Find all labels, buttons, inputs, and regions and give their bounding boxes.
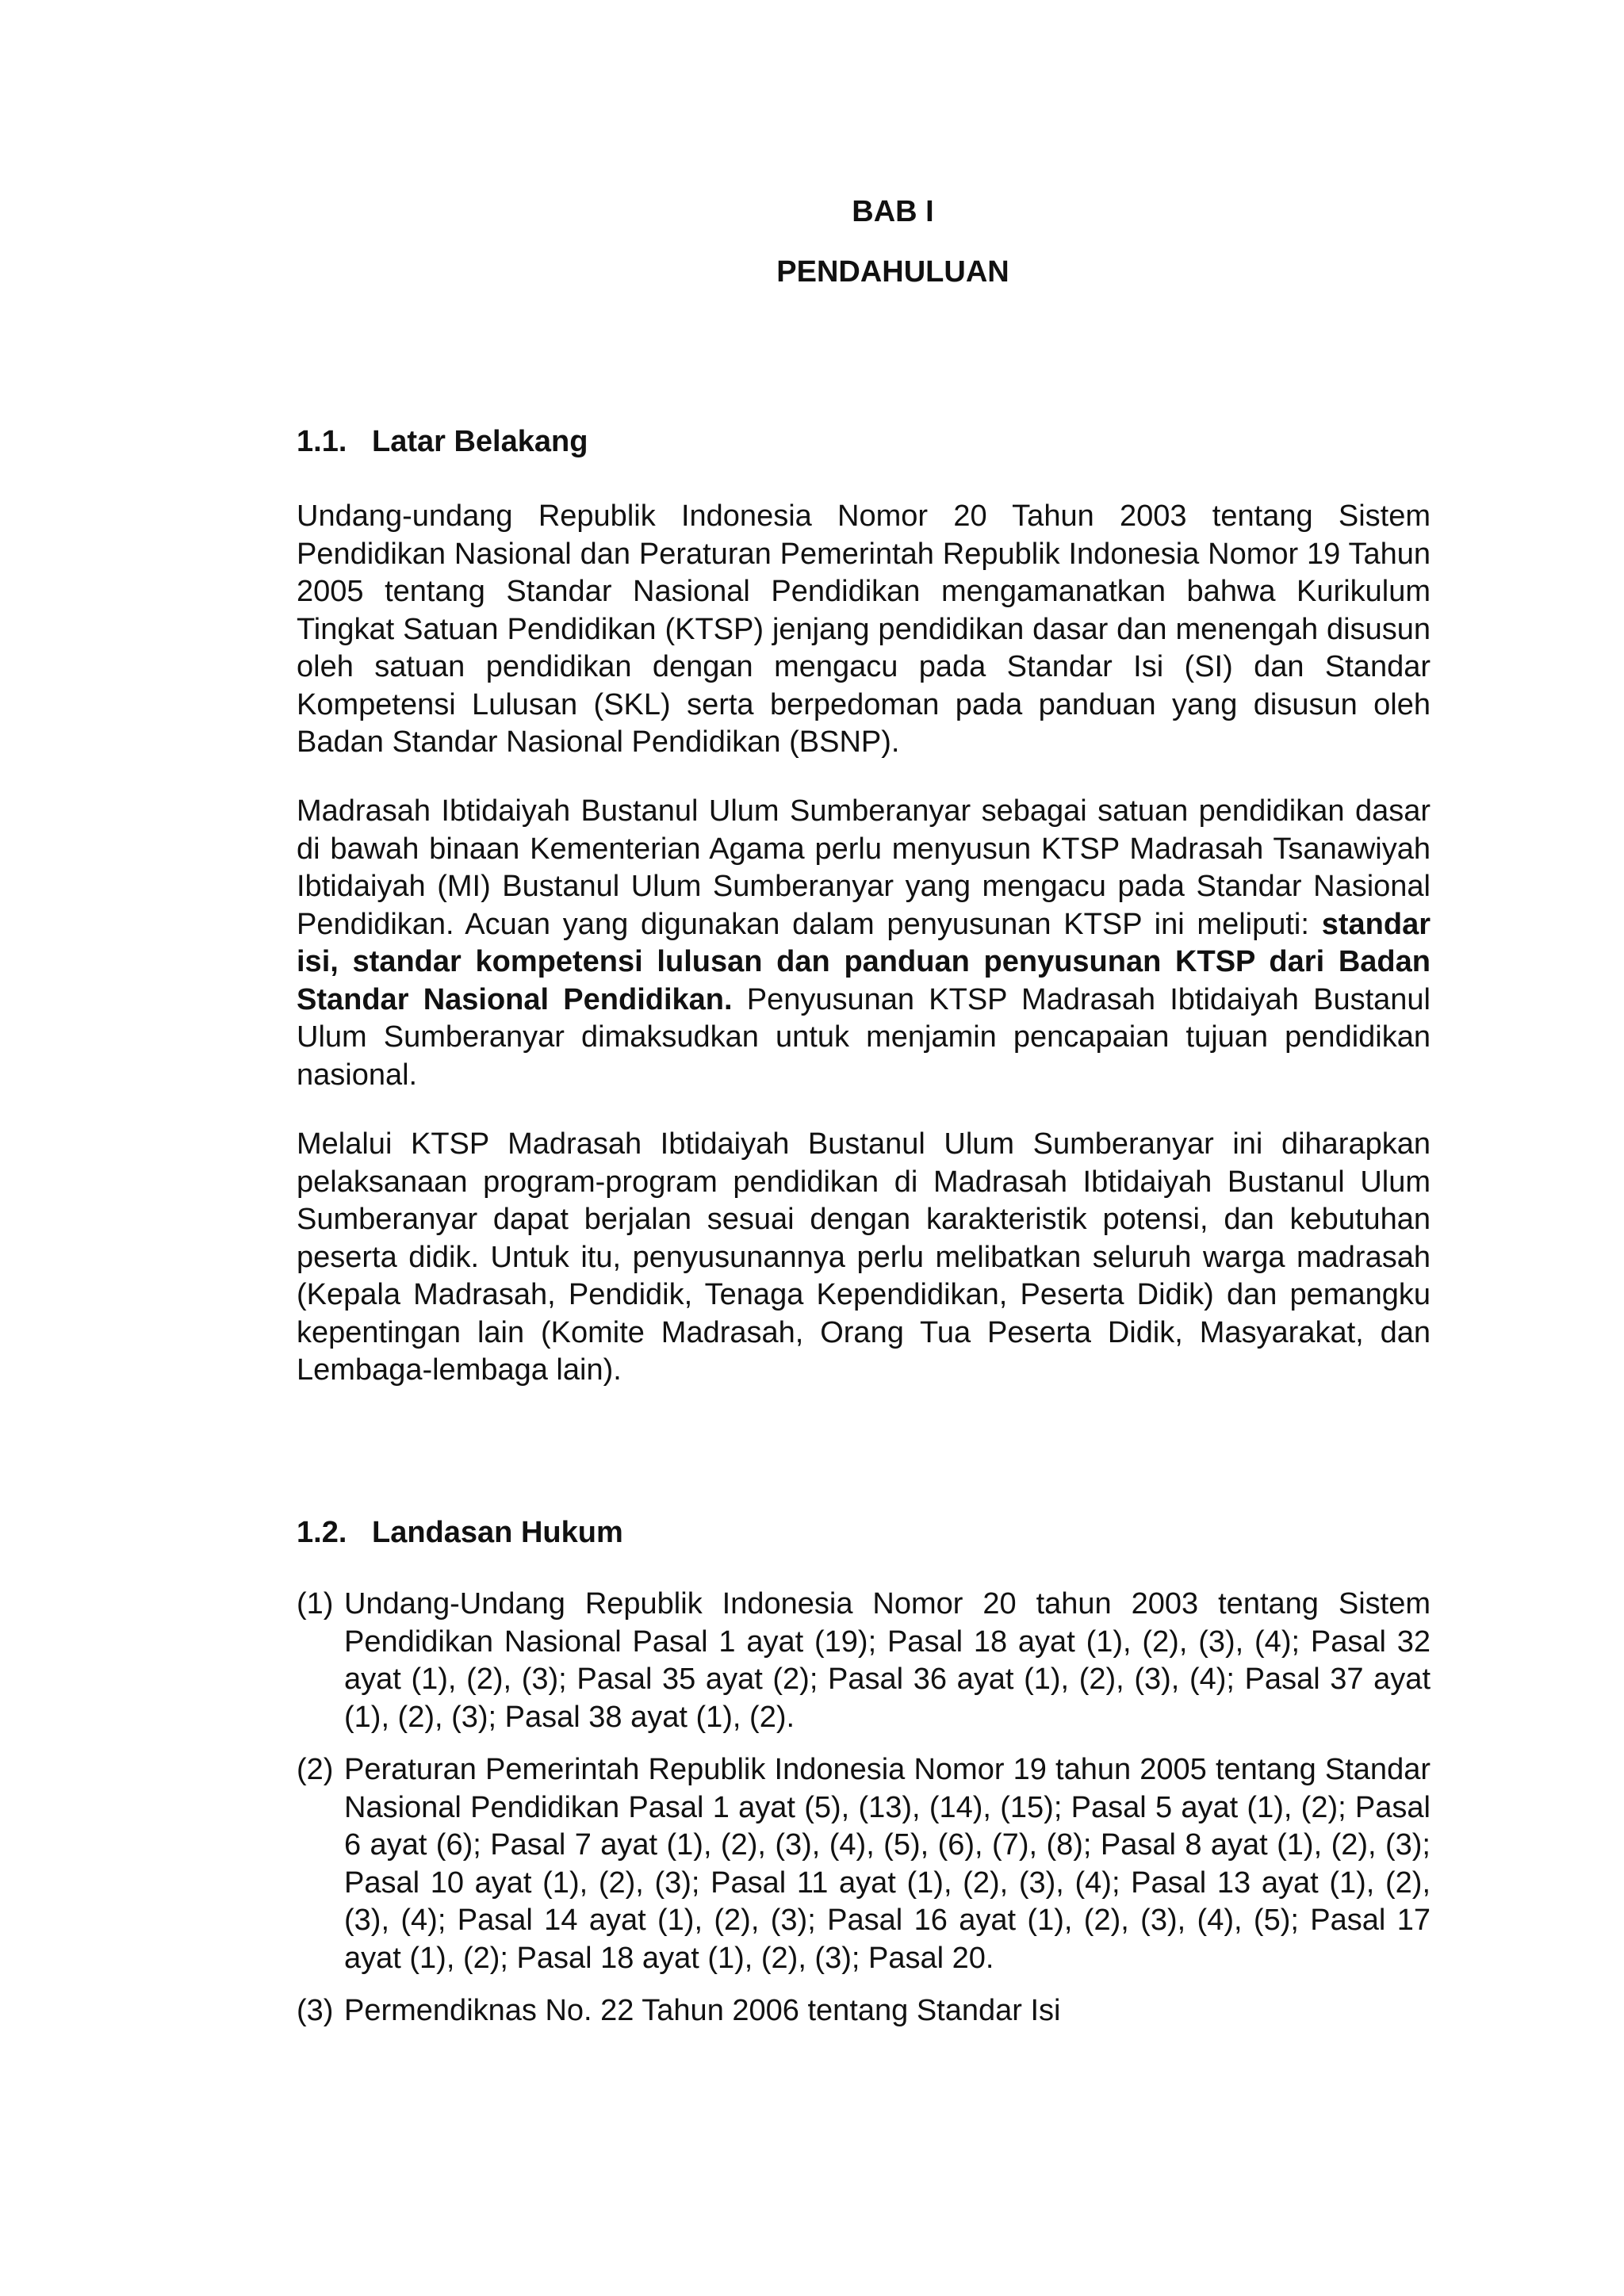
section-number: 1.1.	[297, 425, 347, 458]
list-item-text: Peraturan Pemerintah Republik Indonesia Nomor 19 tahun 2005 tentang Standar Nasional Pendidikan Pasal 1 ayat (5), (13), (14), (15); Pasal 5 ayat (1), (2); Pasal 6 ayat (6); Pasal 7 ayat (1), (2), (3), (4), (5), (6), (7), (8); Pasal 8 ayat (1), (2), (3); Pasal 10 ayat (1), (2), (3); Pasal 11 ayat (1), (2), (3), (4); Pasal 13 ayat (1), (2), (3), (4); Pasal 14 ayat (1), (2), (3); Pasal 16 ayat (1), (2), (3), (4), (5); Pasal 17 ayat (1), (2); Pasal 18 ayat (1), (2), (3); Pasal 20.	[344, 1753, 1431, 1975]
section-title: Latar Belakang	[372, 425, 588, 458]
section-heading-landasan-hukum	[297, 1516, 623, 1550]
paragraph-3: Melalui KTSP Madrasah Ibtidaiyah Bustanul Ulum Sumberanyar ini diharapkan pelaksanaan program-program pendidikan di Madrasah Ibtidaiyah Bustanul Ulum Sumberanyar dapat berjalan sesuai dengan karakteristik potensi, dan kebutuhan peserta didik. Untuk itu, penyusunannya perlu melibatkan seluruh warga madrasah (Kepala Madrasah, Pendidik, Tenaga Kependidikan, Peserta Didik) dan pemangku kepentingan lain (Komite Madrasah, Orang Tua Peserta Didik, Masyarakat, dan Lembaga-lembaga lain).	[297, 1127, 1431, 1387]
paragraph-2-bold: standar isi, standar kompetensi lulusan dan panduan penyusunan KTSP dari Badan Standar Nasional Pendidikan.	[297, 907, 1431, 1016]
list-item	[297, 1751, 1431, 1977]
list-item-text: Undang-Undang Republik Indonesia Nomor 20 tahun 2003 tentang Sistem Pendidikan Nasional Pasal 1 ayat (19); Pasal 18 ayat (1), (2), (3), (4); Pasal 32 ayat (1), (2), (3); Pasal 35 ayat (2); Pasal 36 ayat (1), (2), (3), (4); Pasal 37 ayat (1), (2), (3); Pasal 38 ayat (1), (2).	[344, 1587, 1431, 1734]
paragraph-2-start: Madrasah Ibtidaiyah Bustanul Ulum Sumberanyar sebagai satuan pendidikan dasar di bawah binaan Kementerian Agama perlu menyusun KTSP Madrasah Tsanawiyah Ibtidaiyah (MI) Bustanul Ulum Sumberanyar yang mengacu pada Standar Nasional Pendidikan. Acuan yang digunakan dalam penyusunan KTSP ini meliputi:	[297, 794, 1431, 941]
list-item	[297, 1992, 1431, 2030]
list-marker: (1)	[297, 1587, 334, 1621]
list-marker: (3)	[297, 1994, 334, 2027]
section-number: 1.2.	[297, 1516, 347, 1549]
section-title: Landasan Hukum	[372, 1516, 623, 1549]
list-item-text: Permendiknas No. 22 Tahun 2006 tentang Standar Isi	[344, 1994, 1061, 2027]
section-heading-latar-belakang	[297, 425, 588, 459]
list-marker: (2)	[297, 1753, 334, 1786]
paragraph-2-end: Penyusunan KTSP Madrasah Ibtidaiyah Bustanul Ulum Sumberanyar dimaksudkan untuk menjamin pencapaian tujuan pendidikan nasional.	[297, 982, 1431, 1092]
chapter-number: BAB I	[852, 195, 934, 228]
chapter-title: PENDAHULUAN	[776, 255, 1009, 289]
legal-basis-list	[297, 1586, 1431, 2045]
paragraph-2	[297, 793, 1431, 1094]
list-item	[297, 1586, 1431, 1736]
paragraph-1: Undang-undang Republik Indonesia Nomor 20 Tahun 2003 tentang Sistem Pendidikan Nasional dan Peraturan Pemerintah Republik Indonesia Nomor 19 Tahun 2005 tentang Standar Nasional Pendidikan mengamanatkan bahwa Kurikulum Tingkat Satuan Pendidikan (KTSP) jenjang pendidikan dasar dan menengah disusun oleh satuan pendidikan dengan mengacu pada Standar Isi (SI) dan Standar Kompetensi Lulusan (SKL) serta berpedoman pada panduan yang disusun oleh Badan Standar Nasional Pendidikan (BSNP).	[297, 499, 1431, 759]
